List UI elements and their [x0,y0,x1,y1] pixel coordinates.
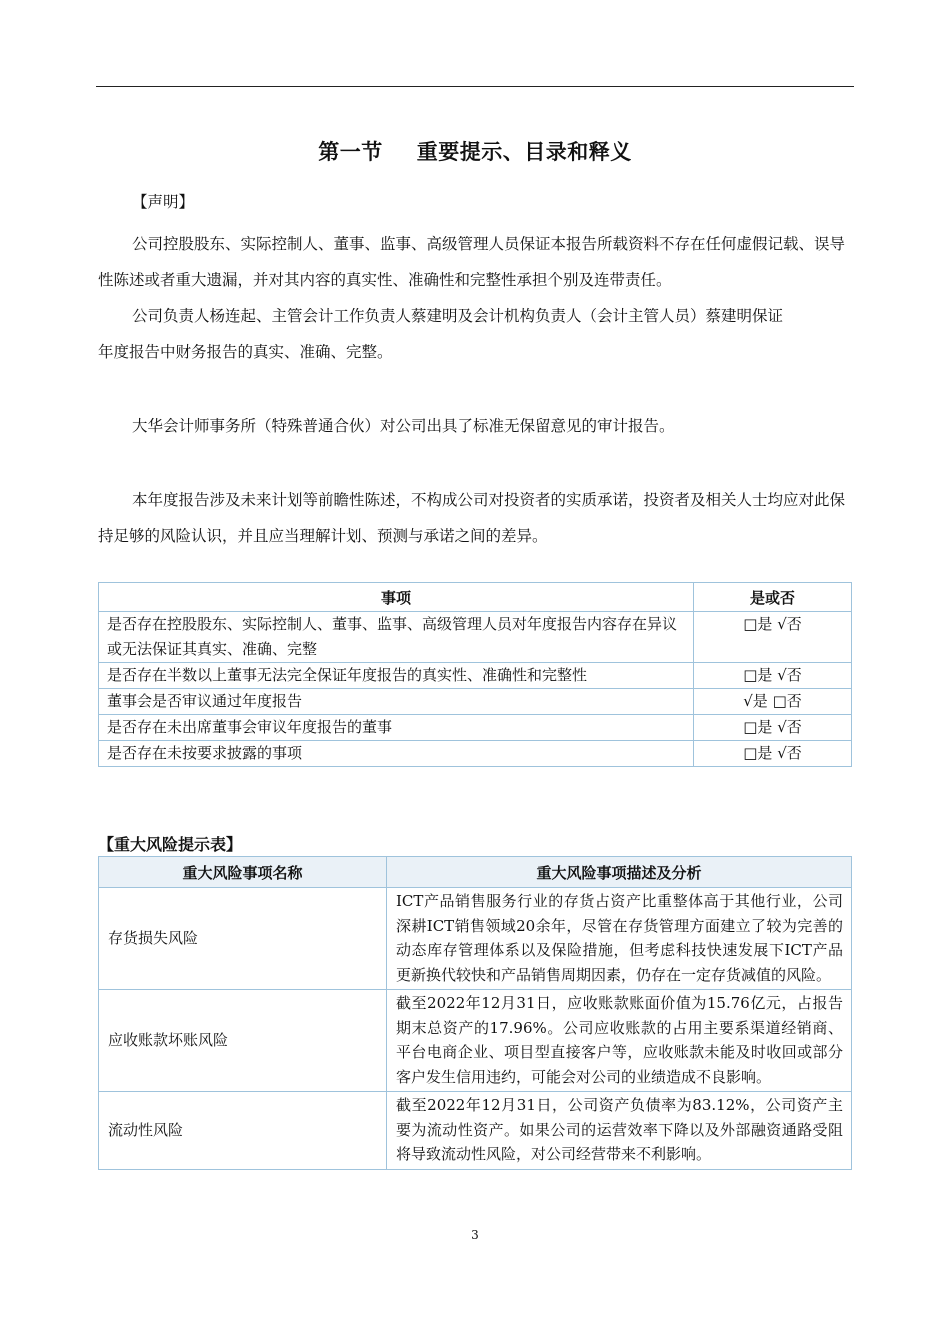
risk-description: 截至2022年12月31日，应收账款账面价值为15.76亿元，占报告期末总资产的17.96%。公司应收账款的占用主要系渠道经销商、平台电商企业、项目型直接客户等，应收账款未能及时收回或部分客户发生信用违约，可能会对公司的业绩造成不良影响。 [387,990,852,1092]
matter-answer: □是 √否 [694,741,852,767]
statement-paragraph-2-line-1: 公司负责人杨连起、主管会计工作负责人蔡建明及会计机构负责人（会计主管人员）蔡建明保证 [132,307,784,325]
matter-answer: □是 √否 [694,612,852,663]
section-heading [0,136,950,166]
risk-header-name: 重大风险事项名称 [99,857,387,888]
table-row [99,715,852,741]
risk-name: 存货损失风险 [99,888,387,990]
section-number: 第一节 [318,140,383,164]
table-row [99,612,852,663]
matter-item: 董事会是否审议通过年度报告 [99,689,694,715]
statement-paragraph-1: 公司控股股东、实际控制人、董事、监事、高级管理人员保证本报告所载资料不存在任何虚假记载、误导性陈述或者重大遗漏，并对其内容的真实性、准确性和完整性承担个别及连带责任。 [98,235,846,289]
risk-table [98,856,852,1170]
risk-header-description: 重大风险事项描述及分析 [387,857,852,888]
table-row [99,741,852,767]
matter-item: 是否存在控股股东、实际控制人、董事、监事、高级管理人员对年度报告内容存在异议或无法保证其真实、准确、完整 [99,612,694,663]
table-row [99,689,852,715]
risk-name: 应收账款坏账风险 [99,990,387,1092]
table-row [99,990,852,1092]
matter-item: 是否存在半数以上董事无法完全保证年度报告的真实性、准确性和完整性 [99,663,694,689]
risk-table-label: 【重大风险提示表】 [98,835,243,854]
page-number: 3 [471,1228,479,1242]
matter-item: 是否存在未出席董事会审议年度报告的董事 [99,715,694,741]
matter-answer: □是 √否 [694,715,852,741]
section-title: 重要提示、目录和释义 [416,140,632,164]
statement-label: 【声明】 [132,193,195,211]
table-header-row [99,857,852,888]
header-rule [96,86,854,87]
statement-paragraph-2-line-2: 年度报告中财务报告的真实、准确、完整。 [98,343,393,361]
matters-header-answer: 是或否 [694,583,852,612]
table-row [99,888,852,990]
matter-answer: √是 □否 [694,689,852,715]
statement-paragraph-3: 大华会计师事务所（特殊普通合伙）对公司出具了标准无保留意见的审计报告。 [132,417,675,435]
table-row [99,1092,852,1170]
matter-answer: □是 √否 [694,663,852,689]
risk-name: 流动性风险 [99,1092,387,1170]
statement-paragraph-4: 本年度报告涉及未来计划等前瞻性陈述，不构成公司对投资者的实质承诺，投资者及相关人士均应对此保持足够的风险认识，并且应当理解计划、预测与承诺之间的差异。 [98,491,846,545]
matter-item: 是否存在未按要求披露的事项 [99,741,694,767]
table-header-row [99,583,852,612]
risk-description: ICT产品销售服务行业的存货占资产比重整体高于其他行业，公司深耕ICT销售领域20余年，尽管在存货管理方面建立了较为完善的动态库存管理体系以及保险措施，但考虑科技快速发展下ICT产品更新换代较快和产品销售周期因素，仍存在一定存货减值的风险。 [387,888,852,990]
risk-description: 截至2022年12月31日，公司资产负债率为83.12%，公司资产主要为流动性资产。如果公司的运营效率下降以及外部融资通路受阻将导致流动性风险，对公司经营带来不利影响。 [387,1092,852,1170]
matters-header-item: 事项 [99,583,694,612]
matters-table [98,582,852,767]
table-row [99,663,852,689]
